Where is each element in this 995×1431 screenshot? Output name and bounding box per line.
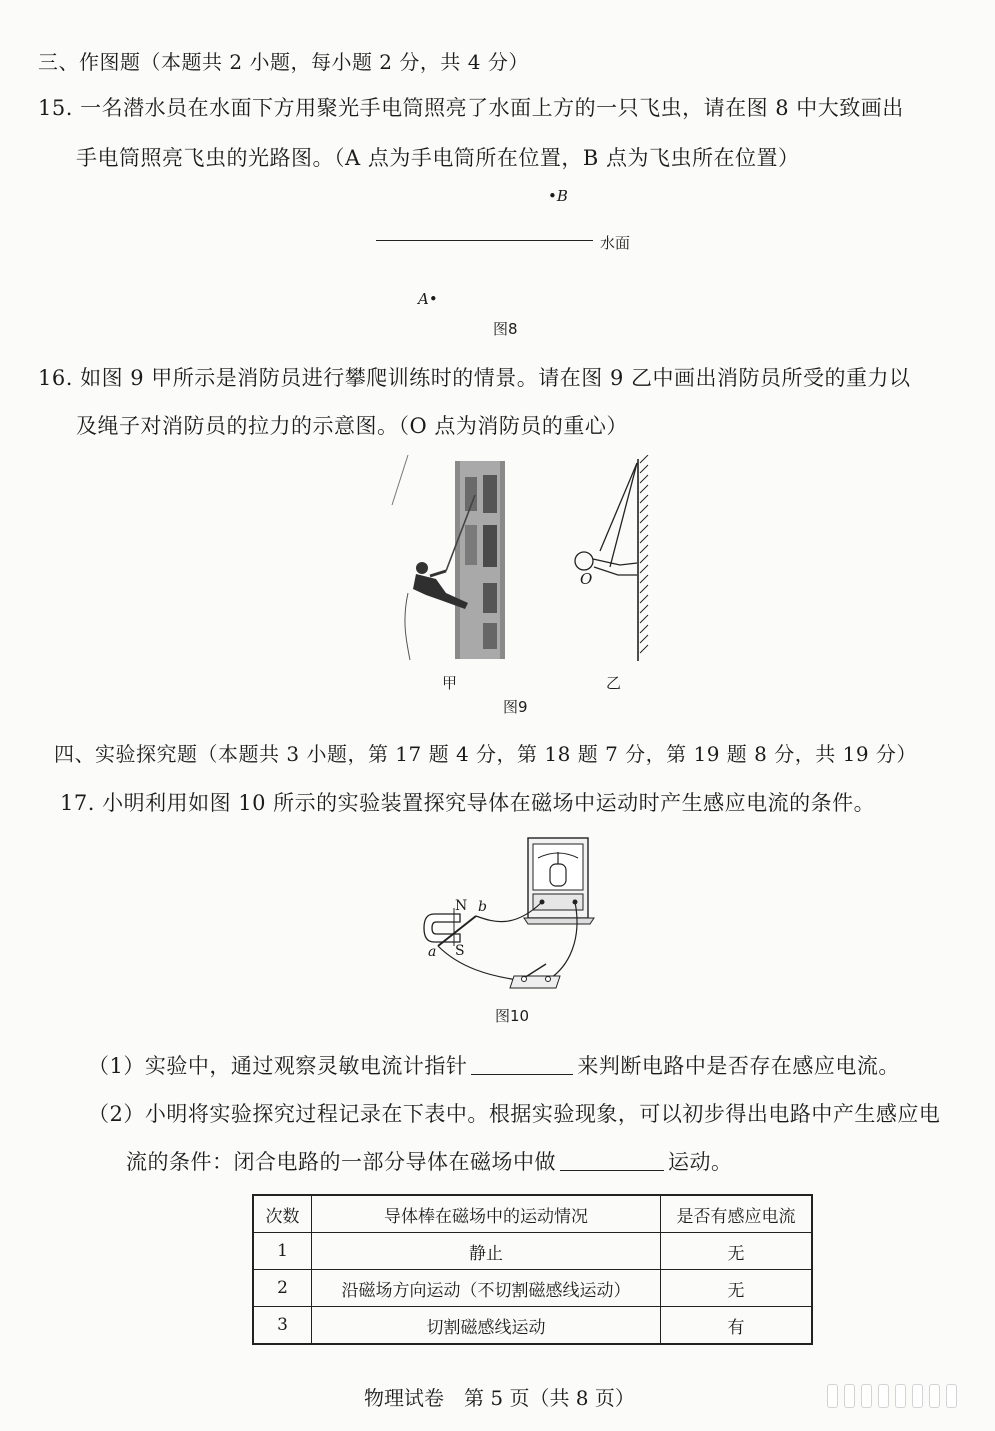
table-cell: 静止 [312,1233,661,1270]
magnet-n-label: N [455,898,468,914]
q16-line1: 16. 如图 9 甲所示是消防员进行攀爬训练时的情景。请在图 9 乙中画出消防员所受的重力以 [38,366,911,390]
table-row [253,1270,812,1307]
q15-line1: 15. 一名潜水员在水面下方用聚光手电筒照亮了水面上方的一只飞虫，请在图 8 中大致画出 [38,96,904,120]
conductor-a-label: a [428,944,437,960]
answer-blank-2[interactable] [560,1150,664,1171]
q17-sub2-before: 流的条件：闭合电路的一部分导体在磁场中做 [126,1150,556,1174]
q17-sub2-after: 运动。 [668,1150,733,1174]
table-cell: 无 [661,1270,813,1307]
table-cell: 2 [253,1270,312,1307]
q17-sub1-after: 来判断电路中是否存在感应电流。 [577,1054,900,1078]
conductor-b-label: b [478,899,487,915]
table-cell: 有 [661,1307,813,1345]
water-surface-line [376,240,593,241]
figure-8-caption: 图8 [493,320,518,338]
table-cell: 切割磁感线运动 [312,1307,661,1345]
q17-sub1-before: （1）实验中，通过观察灵敏电流计指针 [88,1054,468,1078]
watermark-bars [827,1384,977,1410]
water-surface-label: 水面 [600,234,631,252]
table-header-cell: 次数 [253,1195,312,1233]
table-row [253,1307,812,1345]
q17-sub2-line1: （2）小明将实验探究过程记录在下表中。根据实验现象，可以初步得出电路中产生感应电 [88,1102,941,1126]
section3-heading: 三、作图题（本题共 2 小题，每小题 2 分，共 4 分） [38,50,529,74]
induction-apparatus [420,828,610,998]
label-jia: 甲 [442,674,458,692]
section4-heading: 四、实验探究题（本题共 3 小题，第 17 题 4 分，第 18 题 7 分，第 19 题 8 分，共 19 分） [54,742,917,766]
table-cell: 1 [253,1233,312,1270]
figure-10-caption: 图10 [495,1007,530,1025]
table-header-cell: 导体棒在磁场中的运动情况 [312,1195,661,1233]
q17-sub2-line2 [126,1146,733,1176]
q16-line2: 及绳子对消防员的拉力的示意图。（O 点为消防员的重心） [76,414,628,438]
table-header-cell: 是否有感应电流 [661,1195,813,1233]
point-a-label: A• [418,290,438,308]
table-cell: 3 [253,1307,312,1345]
experiment-record-table [252,1194,813,1345]
table-row [253,1233,812,1270]
table-header-row [253,1195,812,1233]
q15-line2: 手电筒照亮飞虫的光路图。（A 点为手电筒所在位置，B 点为飞虫所在位置） [76,146,800,170]
q17-line1: 17. 小明利用如图 10 所示的实验装置探究导体在磁场中运动时产生感应电流的条件。 [60,791,876,815]
firefighter-diagram [560,455,660,665]
table-cell: 沿磁场方向运动（不切割磁感线运动） [312,1270,661,1307]
point-o-label: O [580,570,593,588]
figure-9-caption: 图9 [503,698,528,716]
point-b-label: •B [548,187,568,205]
firefighter-photo [388,455,518,665]
magnet-s-label: S [455,943,465,959]
page-footer: 物理试卷 第 5 页（共 8 页） [364,1386,635,1410]
answer-blank-1[interactable] [471,1054,573,1075]
table-cell: 无 [661,1233,813,1270]
q17-sub1 [88,1050,900,1080]
label-yi: 乙 [606,674,622,692]
